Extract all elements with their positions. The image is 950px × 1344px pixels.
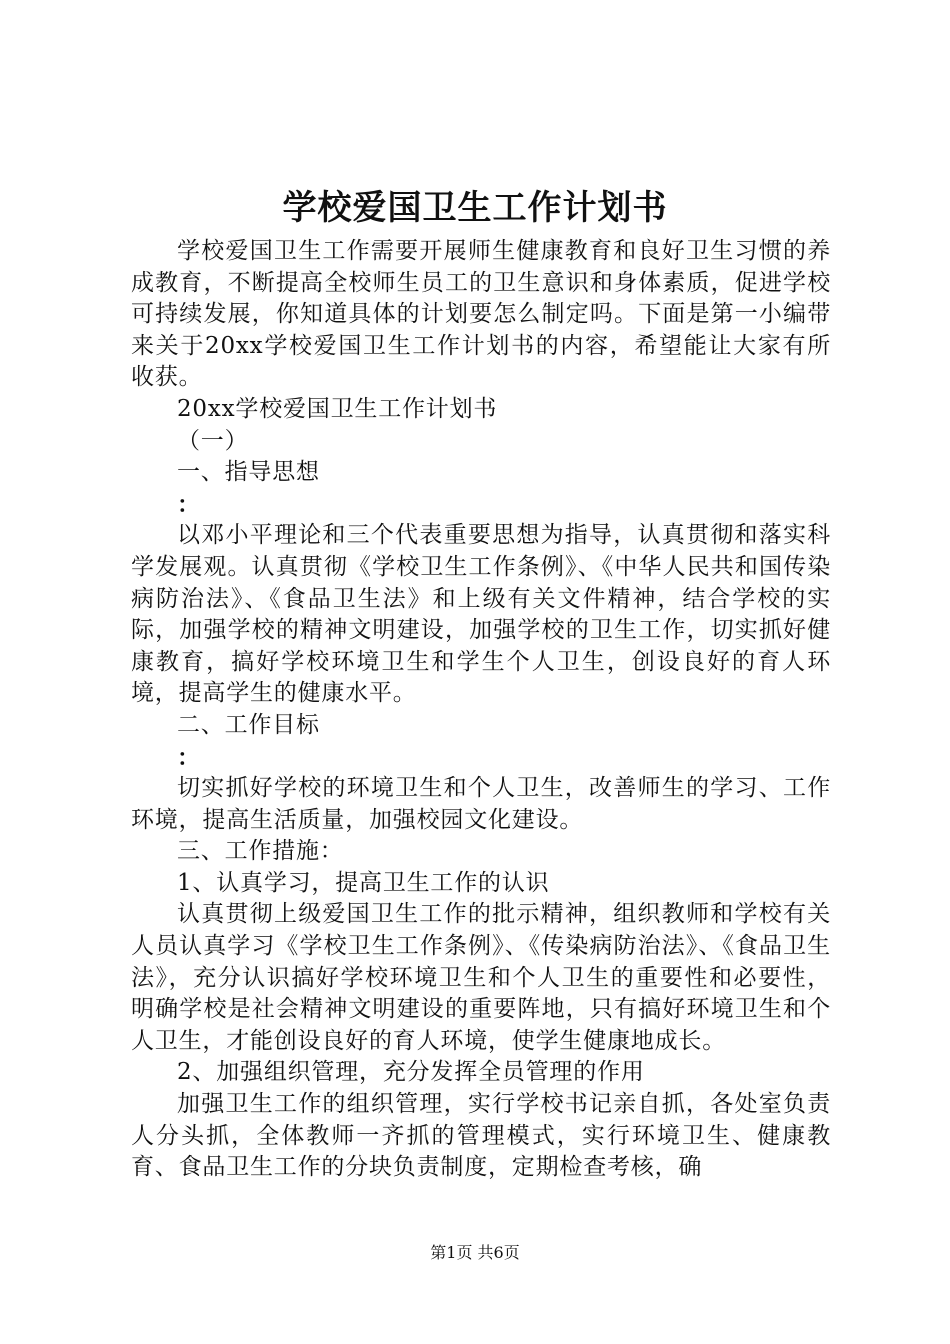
subheading-organization: 2、加强组织管理，充分发挥全员管理的作用 xyxy=(177,1059,645,1086)
document-title: 学校爱国卫生工作计划书 xyxy=(282,188,668,228)
plan-heading: 20xx学校爱国卫生工作计划书 xyxy=(177,395,498,422)
work-goals-paragraph: 切实抓好学校的环境卫生和个人卫生，改善师生的学习、工作环境，提高生活质量，加强校园文化建设。 xyxy=(131,775,831,833)
heading-work-goals: 二、工作目标 xyxy=(177,711,320,738)
section-number: （一） xyxy=(177,427,249,454)
colon-line: ： xyxy=(177,743,201,771)
heading-work-measures: 三、工作措施： xyxy=(177,838,344,865)
document-body xyxy=(131,236,831,1184)
intro-paragraph: 学校爱国卫生工作需要开展师生健康教育和良好卫生习惯的养成教育，不断提高全校师生员工的卫生意识和身体素质，促进学校可持续发展，你知道具体的计划要怎么制定吗。下面是第一小编带来关于20xx学校爱国卫生工作计划书的内容，希望能让大家有所收获。 xyxy=(131,238,831,391)
heading-guiding-ideology: 一、指导思想 xyxy=(177,459,320,486)
organization-paragraph: 加强卫生工作的组织管理，实行学校书记亲自抓，各处室负责人分头抓，全体教师一齐抓的管理模式，实行环境卫生、健康教育、食品卫生工作的分块负责制度，定期检查考核，确 xyxy=(131,1091,831,1181)
study-paragraph: 认真贯彻上级爱国卫生工作的批示精神，组织教师和学校有关人员认真学习《学校卫生工作条例》、《传染病防治法》、《食品卫生法》，充分认识搞好学校环境卫生和个人卫生的重要性和必要性，明确学校是社会精神文明建设的重要阵地，只有搞好环境卫生和个人卫生，才能创设良好的育人环境，使学生健康地成长。 xyxy=(131,901,831,1054)
subheading-study: 1、认真学习，提高卫生工作的认识 xyxy=(177,869,550,896)
guiding-ideology-paragraph: 以邓小平理论和三个代表重要思想为指导，认真贯彻和落实科学发展观。认真贯彻《学校卫生工作条例》、《中华人民共和国传染病防治法》、《食品卫生法》和上级有关文件精神，结合学校的实际，加强学校的精神文明建设，加强学校的卫生工作，切实抓好健康教育，搞好学校环境卫生和学生个人卫生，创设良好的育人环境，提高学生的健康水平。 xyxy=(131,522,831,707)
colon-line: ： xyxy=(177,490,201,518)
page-footer: 第1页 共6页 xyxy=(430,1243,520,1262)
